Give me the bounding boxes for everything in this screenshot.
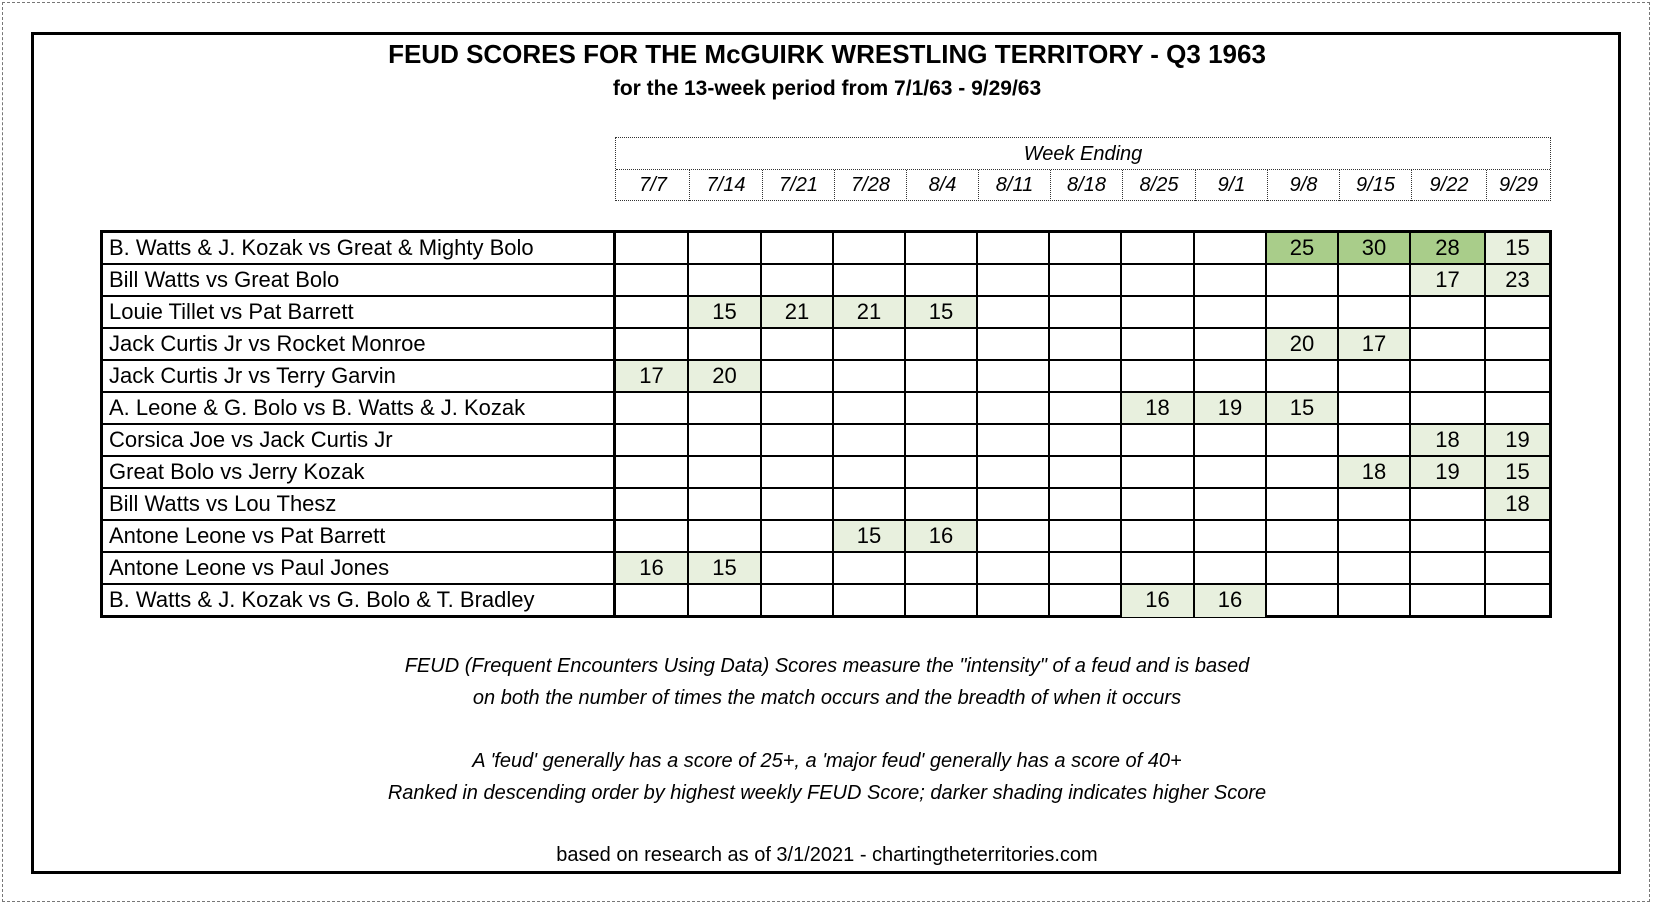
score-cell — [1195, 425, 1267, 455]
score-cell: 16 — [1122, 585, 1195, 617]
score-cell — [616, 265, 689, 295]
score-cell: 19 — [1411, 457, 1486, 487]
week-tick-label: 8/4 — [907, 170, 979, 201]
feud-row — [103, 553, 1549, 585]
feud-label: A. Leone & G. Bolo vs B. Watts & J. Kozak — [103, 393, 616, 423]
score-cell: 19 — [1486, 425, 1549, 455]
score-cell: 15 — [906, 297, 978, 327]
score-cell — [616, 393, 689, 423]
score-cell — [1050, 425, 1122, 455]
score-cell — [1411, 521, 1486, 551]
score-cell — [1122, 489, 1195, 519]
score-cell — [1267, 553, 1339, 583]
score-cell: 21 — [762, 297, 834, 327]
week-tick-label: 7/14 — [690, 170, 763, 201]
score-cell — [1411, 553, 1486, 583]
score-cell — [1195, 233, 1267, 263]
score-cell — [1411, 393, 1486, 423]
score-cell — [1267, 425, 1339, 455]
score-cell: 17 — [616, 361, 689, 391]
score-cell — [1339, 489, 1411, 519]
score-cell — [1050, 297, 1122, 327]
score-cell — [689, 393, 762, 423]
feud-row — [103, 297, 1549, 329]
score-cell — [834, 585, 906, 617]
week-ending-label: Week Ending — [616, 138, 1550, 170]
week-header — [615, 137, 1551, 201]
score-cell — [906, 489, 978, 519]
score-cell — [978, 233, 1050, 263]
score-cell — [834, 329, 906, 359]
score-cell — [906, 361, 978, 391]
score-cell — [1339, 393, 1411, 423]
score-cell: 16 — [616, 553, 689, 583]
score-cell: 17 — [1411, 265, 1486, 295]
note-line-2: on both the number of times the match occurs and the breadth of when it occurs — [472, 687, 1182, 709]
score-cell: 15 — [1486, 457, 1549, 487]
score-cell — [1122, 297, 1195, 327]
footer-source: based on research as of 3/1/2021 - chartingtheterritories.com — [556, 844, 1098, 866]
score-cell — [616, 329, 689, 359]
score-cell — [906, 265, 978, 295]
score-cell — [689, 329, 762, 359]
score-cell — [689, 457, 762, 487]
score-cell — [1411, 489, 1486, 519]
score-cell — [906, 233, 978, 263]
feud-label: B. Watts & J. Kozak vs G. Bolo & T. Bradley — [103, 585, 616, 617]
score-cell — [978, 585, 1050, 617]
score-cell — [1122, 361, 1195, 391]
score-cell — [1267, 521, 1339, 551]
score-cell: 19 — [1195, 393, 1267, 423]
score-cell — [762, 393, 834, 423]
score-cell — [978, 521, 1050, 551]
score-cell — [1267, 457, 1339, 487]
score-cell — [978, 393, 1050, 423]
score-cell — [762, 521, 834, 551]
score-cell — [834, 265, 906, 295]
feud-row — [103, 393, 1549, 425]
score-cell — [1411, 329, 1486, 359]
score-cell — [1195, 457, 1267, 487]
score-cell: 28 — [1411, 233, 1486, 263]
feud-label: Corsica Joe vs Jack Curtis Jr — [103, 425, 616, 455]
score-cell — [1339, 297, 1411, 327]
score-cell — [1339, 425, 1411, 455]
feud-row — [103, 489, 1549, 521]
score-cell — [1195, 265, 1267, 295]
chart-subtitle: for the 13-week period from 7/1/63 - 9/29/63 — [612, 77, 1042, 100]
score-cell — [616, 425, 689, 455]
score-cell: 18 — [1486, 489, 1549, 519]
feud-label: Jack Curtis Jr vs Rocket Monroe — [103, 329, 616, 359]
score-cell — [616, 297, 689, 327]
score-cell — [689, 425, 762, 455]
score-cell — [1267, 361, 1339, 391]
score-cell — [1050, 585, 1122, 617]
feud-row — [103, 361, 1549, 393]
feud-label: Bill Watts vs Lou Thesz — [103, 489, 616, 519]
week-tick-label: 7/28 — [835, 170, 907, 201]
score-cell — [1195, 521, 1267, 551]
score-cell — [1411, 361, 1486, 391]
score-cell — [762, 489, 834, 519]
score-cell — [906, 329, 978, 359]
score-cell — [834, 361, 906, 391]
score-cell — [1050, 329, 1122, 359]
score-cell — [616, 521, 689, 551]
score-cell — [762, 265, 834, 295]
score-cell — [689, 233, 762, 263]
score-cell — [762, 425, 834, 455]
score-cell — [1486, 553, 1549, 583]
feud-label: Antone Leone vs Paul Jones — [103, 553, 616, 583]
score-cell — [1122, 521, 1195, 551]
score-cell — [1267, 297, 1339, 327]
score-cell — [1050, 393, 1122, 423]
score-cell — [834, 489, 906, 519]
score-cell: 20 — [689, 361, 762, 391]
week-header-cells — [616, 170, 1550, 201]
score-cell — [1122, 553, 1195, 583]
score-cell — [1486, 521, 1549, 551]
score-cell: 30 — [1339, 233, 1411, 263]
score-cell — [1339, 265, 1411, 295]
score-cell — [906, 585, 978, 617]
score-cell — [762, 233, 834, 263]
feud-row — [103, 425, 1549, 457]
score-cell — [1050, 265, 1122, 295]
score-cell: 20 — [1267, 329, 1339, 359]
score-cell — [1122, 425, 1195, 455]
week-tick-label: 9/1 — [1196, 170, 1268, 201]
feud-label: Great Bolo vs Jerry Kozak — [103, 457, 616, 487]
feud-row — [103, 233, 1549, 265]
feud-row — [103, 457, 1549, 489]
score-cell — [1267, 489, 1339, 519]
score-cell — [1339, 361, 1411, 391]
score-cell: 15 — [1267, 393, 1339, 423]
score-cell — [689, 265, 762, 295]
feud-row — [103, 585, 1549, 617]
score-cell — [906, 457, 978, 487]
score-cell — [1339, 521, 1411, 551]
score-cell: 18 — [1411, 425, 1486, 455]
note-line-4: Ranked in descending order by highest weekly FEUD Score; darker shading indicates higher Score — [387, 782, 1267, 804]
feud-row — [103, 329, 1549, 361]
score-cell — [978, 457, 1050, 487]
score-cell — [1050, 553, 1122, 583]
week-tick-label: 7/21 — [763, 170, 835, 201]
score-cell — [689, 521, 762, 551]
week-tick-label: 7/7 — [617, 170, 690, 201]
score-cell — [1122, 457, 1195, 487]
score-cell — [978, 297, 1050, 327]
score-cell — [978, 553, 1050, 583]
score-cell: 15 — [689, 297, 762, 327]
score-cell — [1050, 233, 1122, 263]
feud-label: B. Watts & J. Kozak vs Great & Mighty Bolo — [103, 233, 616, 263]
score-cell — [616, 457, 689, 487]
score-cell: 17 — [1339, 329, 1411, 359]
score-cell: 15 — [834, 521, 906, 551]
week-tick-label: 9/15 — [1340, 170, 1412, 201]
score-cell — [834, 457, 906, 487]
score-cell — [1339, 585, 1411, 617]
score-cell — [1122, 265, 1195, 295]
score-cell — [1195, 297, 1267, 327]
score-cell — [1122, 233, 1195, 263]
feud-row — [103, 521, 1549, 553]
score-cell — [689, 585, 762, 617]
score-cell: 21 — [834, 297, 906, 327]
score-cell — [834, 425, 906, 455]
score-cell — [978, 425, 1050, 455]
score-cell — [616, 489, 689, 519]
feud-label: Louie Tillet vs Pat Barrett — [103, 297, 616, 327]
note-line-1: FEUD (Frequent Encounters Using Data) Scores measure the "intensity" of a feud and is based — [404, 655, 1250, 677]
score-cell — [1486, 393, 1549, 423]
score-cell — [1486, 585, 1549, 617]
score-cell — [834, 233, 906, 263]
score-cell — [1050, 361, 1122, 391]
score-cell — [906, 425, 978, 455]
chart-title: FEUD SCORES FOR THE McGUIRK WRESTLING TERRITORY - Q3 1963 — [388, 39, 1266, 69]
score-cell — [1339, 553, 1411, 583]
feud-row — [103, 265, 1549, 297]
score-cell — [1267, 585, 1339, 617]
score-cell — [1050, 489, 1122, 519]
note-line-3: A 'feud' generally has a score of 25+, a 'major feud' generally has a score of 40+ — [472, 750, 1182, 772]
score-cell — [1411, 585, 1486, 617]
feud-label: Antone Leone vs Pat Barrett — [103, 521, 616, 551]
score-cell — [906, 393, 978, 423]
week-tick-label: 9/8 — [1268, 170, 1340, 201]
week-tick-label: 9/29 — [1499, 174, 1538, 196]
score-cell — [978, 329, 1050, 359]
score-cell — [762, 585, 834, 617]
score-cell — [762, 553, 834, 583]
score-cell — [834, 393, 906, 423]
score-cell — [762, 329, 834, 359]
week-tick-label: 8/18 — [1051, 170, 1123, 201]
score-cell — [1267, 265, 1339, 295]
feud-score-grid — [100, 230, 1552, 618]
score-cell — [762, 361, 834, 391]
score-cell — [1486, 329, 1549, 359]
score-cell — [1195, 361, 1267, 391]
score-cell — [978, 361, 1050, 391]
score-cell — [1050, 457, 1122, 487]
score-cell — [906, 553, 978, 583]
score-cell: 16 — [1195, 585, 1267, 617]
score-cell — [1486, 361, 1549, 391]
score-cell — [1195, 329, 1267, 359]
score-cell: 23 — [1486, 265, 1549, 295]
week-tick-label: 8/11 — [979, 170, 1051, 201]
score-cell: 15 — [1486, 233, 1549, 263]
score-cell — [616, 585, 689, 617]
score-cell — [762, 457, 834, 487]
score-cell — [1050, 521, 1122, 551]
score-cell: 16 — [906, 521, 978, 551]
score-cell — [834, 553, 906, 583]
score-cell — [1195, 553, 1267, 583]
score-cell — [1486, 297, 1549, 327]
score-cell: 25 — [1267, 233, 1339, 263]
score-cell — [1411, 297, 1486, 327]
feud-label: Bill Watts vs Great Bolo — [103, 265, 616, 295]
score-cell — [978, 265, 1050, 295]
week-tick-label: 8/25 — [1123, 170, 1196, 201]
score-cell — [616, 233, 689, 263]
score-cell — [1122, 329, 1195, 359]
score-cell: 15 — [689, 553, 762, 583]
score-cell — [978, 489, 1050, 519]
score-cell — [689, 489, 762, 519]
score-cell: 18 — [1122, 393, 1195, 423]
score-cell — [1195, 489, 1267, 519]
score-cell: 18 — [1339, 457, 1411, 487]
feud-label: Jack Curtis Jr vs Terry Garvin — [103, 361, 616, 391]
week-tick-label: 9/22 — [1412, 170, 1487, 201]
